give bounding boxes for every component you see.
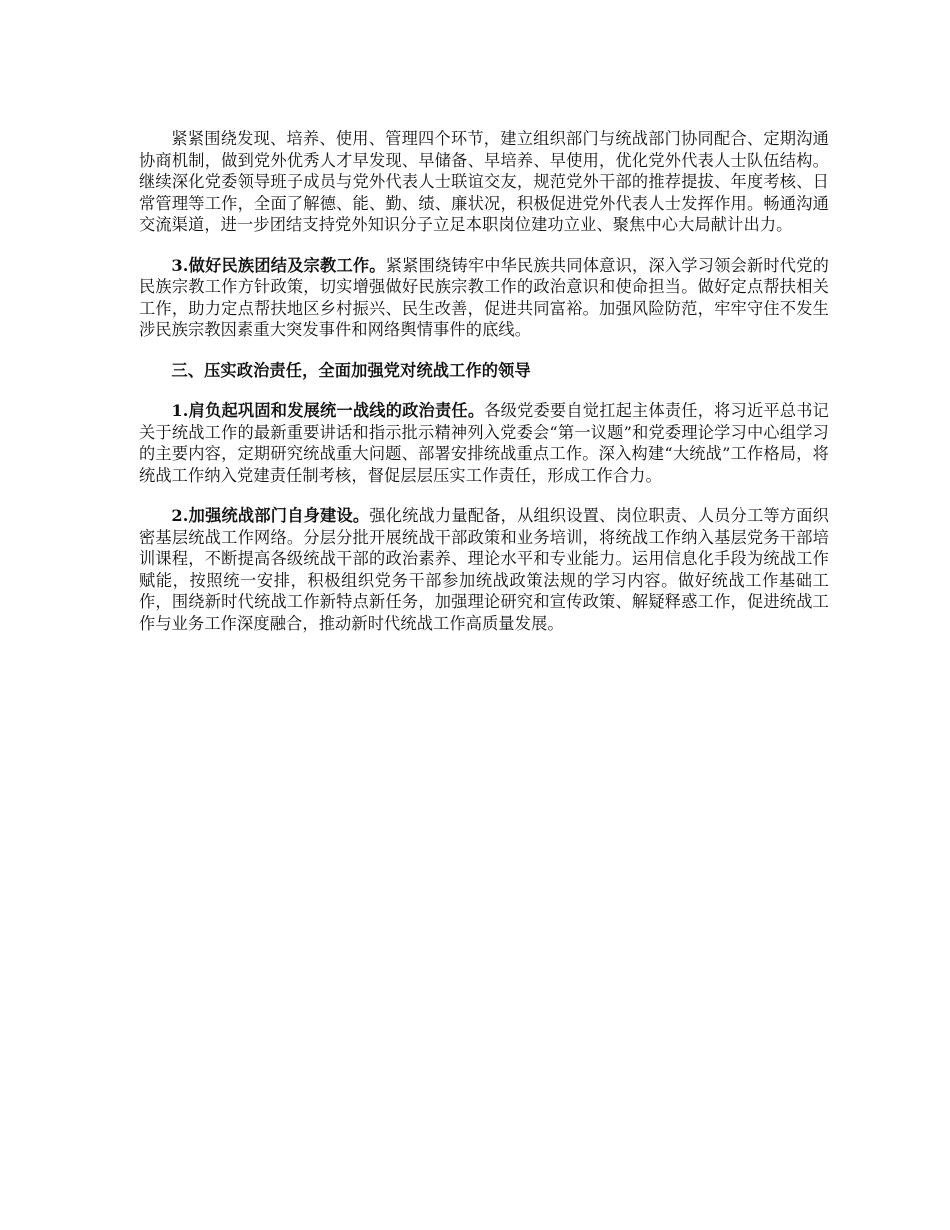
paragraph-text: 紧紧围绕铸牢中华民族共同体意识，深入学习领会新时代党的民族宗教工作方针政策，切实增强做好民族宗教工作的政治意识和使命担当。做好定点帮扶相关工作，助力定点帮扶地区乡村振兴、民生改善，促进共同富裕。加强风险防范，牢牢守住不发生涉民族宗教因素重大突发事件和网络舆情事件的底线。 xyxy=(139,255,829,339)
paragraph-ethnic-religious-work xyxy=(139,255,829,341)
document-body xyxy=(139,128,829,653)
paragraph-department-building xyxy=(139,505,829,634)
section-heading: 三、压实政治责任，全面加强党对统战工作的领导 xyxy=(171,360,531,380)
paragraph-lead: 1.肩负起巩固和发展统一战线的政治责任。 xyxy=(171,401,485,420)
paragraph-cadre-management xyxy=(139,128,829,236)
paragraph-text: 各级党委要自觉扛起主体责任，将习近平总书记关于统战工作的最新重要讲话和指示批示精神列入党委会“第一议题”和党委理论学习中心组学习的主要内容，定期研究统战重大问题、部署安排统战重点工作。深入构建“大统战”工作格局，将统战工作纳入党建责任制考核，督促层层压实工作责任，形成工作合力。 xyxy=(139,401,829,485)
paragraph-text: 强化统战力量配备，从组织设置、岗位职责、人员分工等方面织密基层统战工作网络。分层分批开展统战干部政策和业务培训，将统战工作纳入基层党务干部培训课程，不断提高各级统战干部的政治素养、理论水平和专业能力。运用信息化手段为统战工作赋能，按照统一安排，积极组织党务干部参加统战政策法规的学习内容。做好统战工作基础工作，围绕新时代统战工作新特点新任务，加强理论研究和宣传政策、解疑释惑工作，促进统战工作与业务工作深度融合，推动新时代统战工作高质量发展。 xyxy=(139,506,829,633)
paragraph-lead: 3.做好民族团结及宗教工作。 xyxy=(171,255,386,275)
paragraph-text: 紧紧围绕发现、培养、使用、管理四个环节，建立组织部门与统战部门协同配合、定期沟通协商机制，做到党外优秀人才早发现、早储备、早培养、早使用，优化党外代表人士队伍结构。继续深化党委领导班子成员与党外代表人士联谊交友，规范党外干部的推荐提拔、年度考核、日常管理等工作，全面了解德、能、勤、绩、廉状况，积极促进党外代表人士发挥作用。畅通沟通交流渠道，进一步团结支持党外知识分子立足本职岗位建功立业、聚焦中心大局献计出力。 xyxy=(139,129,829,234)
paragraph-lead: 2.加强统战部门自身建设。 xyxy=(171,506,370,525)
paragraph-political-responsibility xyxy=(139,400,829,486)
